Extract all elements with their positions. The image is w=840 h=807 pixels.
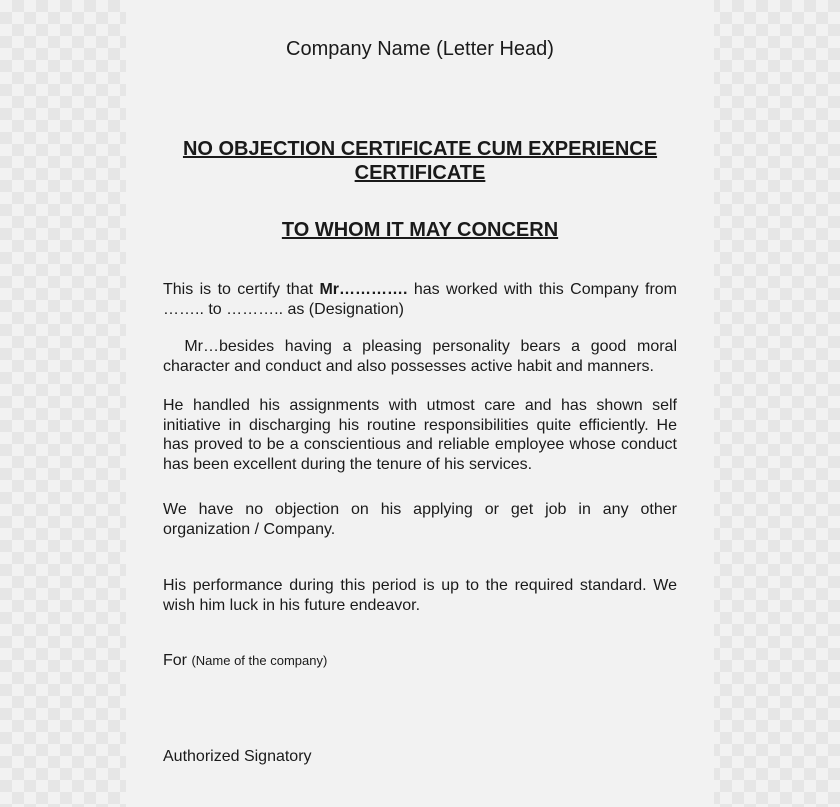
paragraph-no-objection: We have no objection on his applying or get job in any other organization / Company. — [163, 501, 677, 538]
for-company-line — [163, 652, 327, 670]
authorized-signatory: Authorized Signatory — [163, 748, 312, 765]
paragraph-character: Mr…besides having a pleasing personality bears a good moral character and conduct and also possesses active habit and manners. — [163, 338, 682, 375]
certificate-title — [126, 137, 714, 185]
document-sheet — [126, 0, 714, 807]
company-name-placeholder: (Name of the company) — [191, 653, 328, 668]
paragraph-certification-rest: has worked with this Company from …….. to ……….. as (Designation) — [163, 281, 678, 318]
certificate-title-line-2: CERTIFICATE — [354, 162, 486, 184]
for-label: For — [163, 652, 187, 669]
paragraph-certification — [163, 280, 677, 319]
salutation-heading: TO WHOM IT MAY CONCERN — [281, 219, 559, 241]
paragraph-closing-wishes: His performance during this period is up to the required standard. We wish him luck in his future endeavor. — [163, 577, 677, 614]
certificate-title-line-1: NO OBJECTION CERTIFICATE CUM EXPERIENCE — [182, 138, 658, 160]
employee-name-placeholder: Mr…………. — [319, 281, 408, 298]
paragraph-performance-details: He handled his assignments with utmost care and has shown self initiative in discharging his routine responsibilities quite efficiently. He has proved to be a conscientious and reliable employee whose conduct has been excellent during the tenure of his services. — [163, 397, 677, 473]
letterhead: Company Name (Letter Head) — [286, 38, 554, 60]
paragraph-certification-intro: This is to certify that — [163, 281, 320, 298]
